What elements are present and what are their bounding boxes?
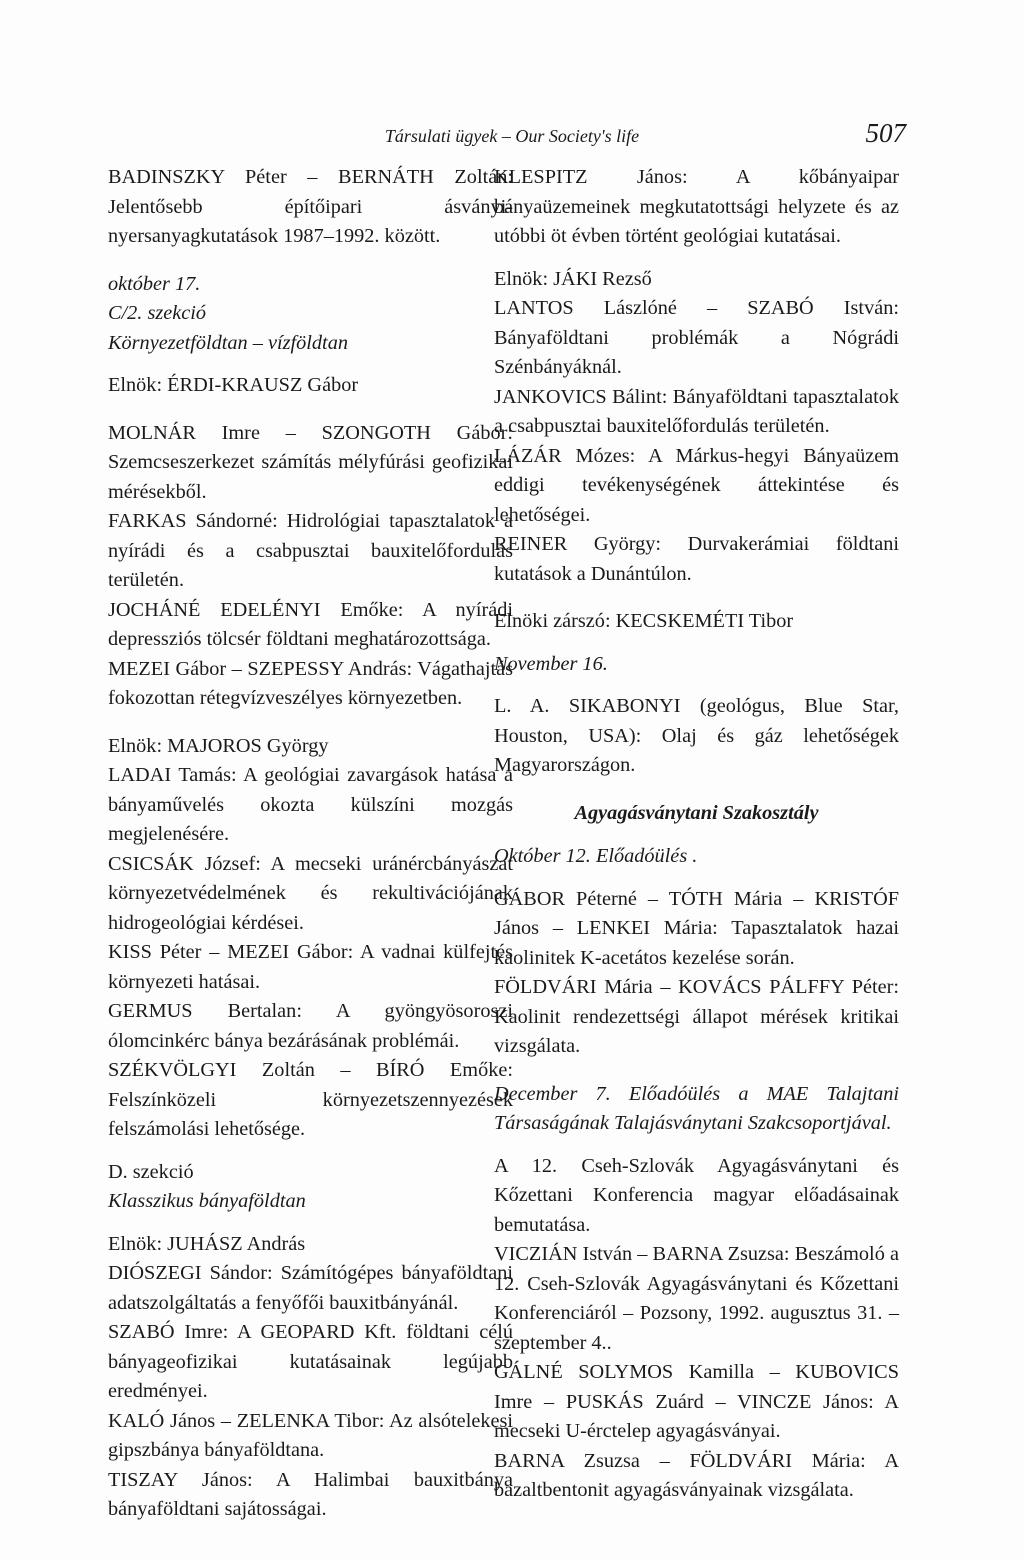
entry-jankovics: JANKOVICS Bálint: Bányaföldtani tapasztalatok a csabpusztai bauxitelőfordulás területén. <box>494 385 899 437</box>
date-october-12: Október 12. Előadóülés . <box>494 845 698 867</box>
entry-reiner: REINER György: Durvakerámiai földtani kutatások a Dunántúlon. <box>494 533 899 585</box>
entry-tiszay: TISZAY János: A Halimbai bauxitbánya bányaföldtani sajátosságai. <box>108 1468 513 1520</box>
entry-klespitz: KLESPITZ János: A kőbányaipar bányaüzemeinek megkutatottsági helyzete és az utóbbi öt évben történt geológiai kutatásai. <box>494 166 899 247</box>
section-c2-title: Környezetföldtan – vízföldtan <box>108 331 348 354</box>
section-c2: C/2. szekció <box>108 302 207 324</box>
entry-dioszegi: DIÓSZEGI Sándor: Számítógépes bányaföldtani adatszolgáltatás a fenyőfői bauxitbányánál. <box>108 1262 513 1314</box>
entry-molnar: MOLNÁR Imre – SZONGOTH Gábor: Szemcseszerkezet számítás mélyfúrási geofizikai mérésekből. <box>108 421 513 503</box>
entry-kiss: KISS Péter – MEZEI Gábor: A vadnai külfejtés környezeti hatásai. <box>108 941 513 993</box>
entry-badinszky: BADINSZKY Péter – BERNÁTH Zoltán: Jelentősebb építőipari ásványi-nyersanyagkutatások 1987–1992. között. <box>108 166 513 247</box>
closing-remarks: Elnöki zárszó: KECSKEMÉTI Tibor <box>494 610 794 632</box>
entry-jochane: JOCHÁNÉ EDELÉNYI Emőke: A nyírádi depressziós tölcsér földtani meghatározottsága. <box>108 598 513 650</box>
right-column <box>494 163 899 1506</box>
chair-majoros: Elnök: MAJOROS György <box>108 734 329 757</box>
section-heading-agyagasvanytani: Agyagásványtani Szakosztály <box>574 801 819 824</box>
entry-szabo-imre: SZABÓ Imre: A GEOPARD Kft. földtani célú bányageofizikai kutatásainak legújabb eredményei. <box>108 1321 513 1402</box>
entry-csicsak: CSICSÁK József: A mecseki uránércbányászat környezetvédelmének és rekultivációjának hidrogeológiai kérdései. <box>108 852 513 934</box>
entry-galne: GÁLNÉ SOLYMOS Kamilla – KUBOVICS Imre – PUSKÁS Zuárd – VINCZE János: A mecseki U-érctelep agyagásványai. <box>494 1361 899 1442</box>
chair-jaki: Elnök: JÁKI Rezső <box>494 267 652 290</box>
section-d-title: Klasszikus bányaföldtan <box>108 1190 306 1212</box>
page-number: 507 <box>865 118 906 148</box>
running-header <box>0 118 1024 152</box>
entry-lantos: LANTOS Lászlóné – SZABÓ István: Bányaföldtani problémák a Nógrádi Szénbányáknál. <box>494 297 899 378</box>
entry-gabor: GÁBOR Péterné – TÓTH Mária – KRISTÓF János – LENKEI Mária: Tapasztalatok hazai kaolinitek K-acetátos kezelése során. <box>494 887 899 969</box>
entry-szekvolgyi: SZÉKVÖLGYI Zoltán – BÍRÓ Emőke: Felszínközeli környezetszennyezések felszámolási lehetősége. <box>108 1059 513 1140</box>
running-title: Társulati ügyek – Our Society's life <box>384 126 640 146</box>
entry-farkas: FARKAS Sándorné: Hidrológiai tapasztalatok a nyírádi és a csabpusztai bauxitelőfordulás területén. <box>108 510 513 591</box>
section-d: D. szekció <box>108 1160 194 1183</box>
chair-erdi-krausz: Elnök: ÉRDI-KRAUSZ Gábor <box>108 374 359 396</box>
left-column <box>108 163 513 1525</box>
date-october-17: október 17. <box>108 272 201 295</box>
entry-lazar: LÁZÁR Mózes: A Márkus-hegyi Bányaüzem eddigi tevékenységének áttekintése és lehetőségei. <box>494 444 899 526</box>
entry-foldvari-kovacs: FÖLDVÁRI Mária – KOVÁCS PÁLFFY Péter: Kaolinit rendezettségi állapot mérések kritikai vizsgálata. <box>494 976 899 1057</box>
entry-sikabonyi: L. A. SIKABONYI (geológus, Blue Star, Houston, USA): Olaj és gáz lehetőségek Magyarországon. <box>494 695 899 776</box>
entry-germus: GERMUS Bertalan: A gyöngyösoroszi ólomcinkérc bánya bezárásának problémái. <box>108 1000 513 1052</box>
entry-ladai: LADAI Tamás: A geológiai zavargások hatása a bányaművelés okozta külszíni mozgás megjelenésére. <box>108 764 513 845</box>
entry-barna: BARNA Zsuzsa – FÖLDVÁRI Mária: A bazaltbentonit agyagásványainak vizsgálata. <box>494 1449 899 1501</box>
entry-mezei-szepessy: MEZEI Gábor – SZEPESSY András: Vágathajtás fokozottan rétegvízveszélyes környezetben. <box>108 657 513 709</box>
entry-conference: A 12. Cseh-Szlovák Agyagásványtani és Kőzettani Konferencia magyar előadásainak bemutatása. <box>494 1154 899 1236</box>
entry-kalo: KALÓ János – ZELENKA Tibor: Az alsótelekesi gipszbánya bányaföldtana. <box>108 1409 513 1461</box>
entry-viczian: VICZIÁN István – BARNA Zsuzsa: Beszámoló a 12. Cseh-Szlovák Agyagásványtani és Kőzettani Konferenciáról – Pozsony, 1992. augusztus 31. – szeptember 4.. <box>494 1243 899 1354</box>
chair-juhasz: Elnök: JUHÁSZ András <box>108 1232 306 1255</box>
date-december-7: December 7. Előadóülés a MAE Talajtani Társaságának Talajásványtani Szakcsoportjával. <box>494 1082 899 1134</box>
date-november-16: November 16. <box>494 652 608 675</box>
